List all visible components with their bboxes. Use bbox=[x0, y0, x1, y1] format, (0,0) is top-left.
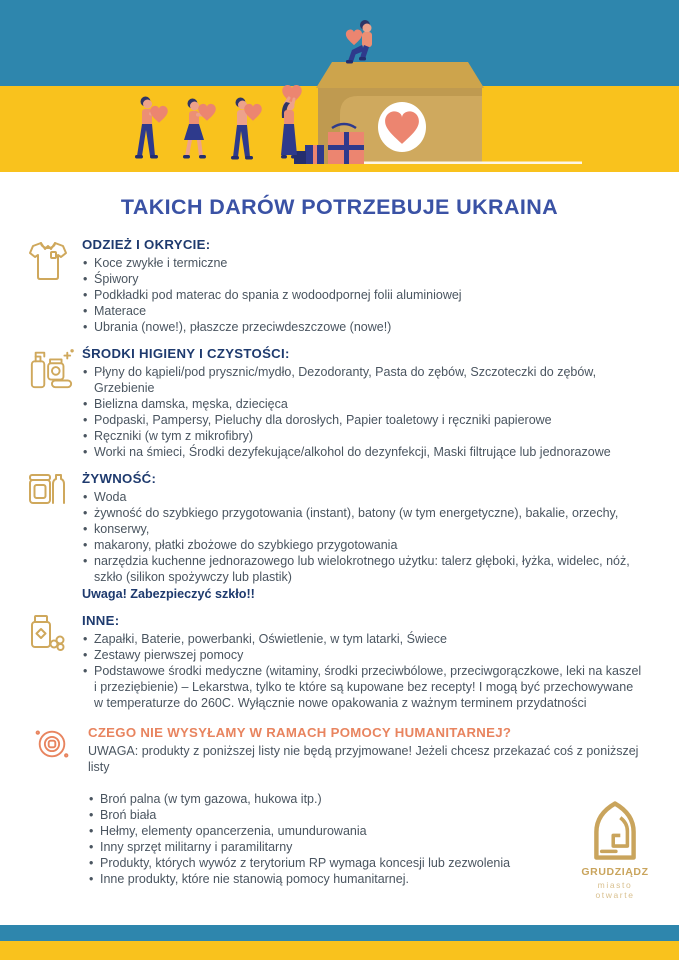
section-heading: CZEGO NIE WYSYŁAMY W RAMACH POMOCY HUMANITARNEJ? bbox=[88, 725, 512, 740]
list-item: • Ubrania (nowe!), płaszcze przeciwdeszczowe (nowe!) bbox=[82, 319, 645, 335]
list-item: • Zapałki, Baterie, powerbanki, Oświetlenie, w tym latarki, Świece bbox=[82, 631, 645, 647]
tshirt-icon bbox=[28, 237, 74, 335]
list-item: • Inny sprzęt militarny i paramilitarny bbox=[88, 839, 645, 855]
medicine-icon bbox=[28, 613, 74, 711]
list-item: • Bielizna damska, męska, dziecięca bbox=[82, 396, 645, 412]
list-item: • makarony, płatki zbożowe do szybkiego przygotowania bbox=[82, 537, 645, 553]
hygiene-list bbox=[82, 364, 645, 460]
clothing-list bbox=[82, 255, 645, 335]
other-list bbox=[82, 631, 645, 711]
list-item: • Hełmy, elementy opancerzenia, umundurowania bbox=[88, 823, 645, 839]
list-item: • żywność do szybkiego przygotowania (instant), batony (w tym energetyczne), bakalie, orzechy, bbox=[82, 505, 645, 521]
footer-blue-stripe bbox=[0, 925, 679, 941]
section-clothing bbox=[28, 237, 645, 335]
list-item: • Ręczniki (w tym z mikrofibry) bbox=[82, 428, 645, 444]
excluded-intro: UWAGA: produkty z poniższej listy nie będą przyjmowane! Jeżeli chcesz przekazać coś z poniższej listy bbox=[88, 744, 639, 774]
list-item: • Płyny do kąpieli/pod prysznic/mydło, Dezodoranty, Pasta do zębów, Szczoteczki do zębów, Grzebienie bbox=[82, 364, 645, 396]
glass-warning-note: Uwaga! Zabezpieczyć szkło!! bbox=[82, 587, 255, 601]
list-item: • Materace bbox=[82, 303, 645, 319]
list-item: • narzędzia kuchenne jednorazowego lub wielokrotnego użytku: talerz głęboki, łyżka, widelec, nóż, szkło (silikon spożywczy lub plastik) bbox=[82, 553, 645, 585]
section-heading: ŻYWNOŚĆ: bbox=[82, 471, 157, 486]
section-heading: ODZIEŻ I OKRYCIE: bbox=[82, 237, 211, 252]
grudziadz-logo bbox=[579, 800, 651, 900]
section-hygiene bbox=[28, 346, 645, 460]
list-item: • konserwy, bbox=[82, 521, 645, 537]
logo-tagline: miasto otwarte bbox=[595, 880, 635, 900]
list-item: • Broń biała bbox=[88, 807, 645, 823]
content-area bbox=[0, 172, 679, 898]
list-item: • Woda bbox=[82, 489, 645, 505]
hygiene-icon bbox=[28, 346, 74, 460]
list-item: • Koce zwykłe i termiczne bbox=[82, 255, 645, 271]
list-item: • Podkładki pod materac do spania z wodoodpornej folii aluminiowej bbox=[82, 287, 645, 303]
list-item: • Podstawowe środki medyczne (witaminy, środki przeciwbólowe, przeciwgorączkowe, leki na kaszel i przeziębienie) – Lekarstwa, tylko te które są kupowane bez recepty! I mogą być przechowywane w temperaturze do 260C. Wyłącznie nowe opakowania z ważnym terminem przydatności bbox=[82, 663, 645, 711]
arch-gate-icon bbox=[586, 800, 644, 862]
page-title: TAKICH DARÓW POTRZEBUJE UKRAINA bbox=[120, 195, 559, 219]
prohibited-icon bbox=[28, 725, 80, 887]
list-item: • Inne produkty, które nie stanowią pomocy humanitarnej. bbox=[88, 871, 645, 887]
list-item: • Śpiwory bbox=[82, 271, 645, 287]
section-food bbox=[28, 471, 645, 602]
section-heading: ŚRODKI HIGIENY I CZYSTOŚCI: bbox=[82, 346, 290, 361]
section-heading: INNE: bbox=[82, 613, 120, 628]
logo-city-name: GRUDZIĄDZ bbox=[581, 866, 649, 878]
food-jar-icon bbox=[28, 471, 74, 602]
list-item: • Worki na śmieci, Środki dezyfekujące/alkohol do dezynfekcji, Maski filtrujące lub jednorazowe bbox=[82, 444, 645, 460]
section-excluded bbox=[28, 725, 645, 887]
section-other bbox=[28, 613, 645, 711]
list-item: • Produkty, których wywóz z terytorium RP wymaga koncesji lub zezwolenia bbox=[88, 855, 645, 871]
list-item: • Zestawy pierwszej pomocy bbox=[82, 647, 645, 663]
footer-yellow-stripe bbox=[0, 941, 679, 960]
excluded-list bbox=[88, 791, 645, 887]
food-list bbox=[82, 489, 645, 585]
hero-banner bbox=[0, 0, 679, 172]
hero-illustration bbox=[0, 0, 679, 172]
list-item: • Podpaski, Pampersy, Pieluchy dla dorosłych, Papier toaletowy i ręczniki papierowe bbox=[82, 412, 645, 428]
list-item: • Broń palna (w tym gazowa, hukowa itp.) bbox=[88, 791, 645, 807]
